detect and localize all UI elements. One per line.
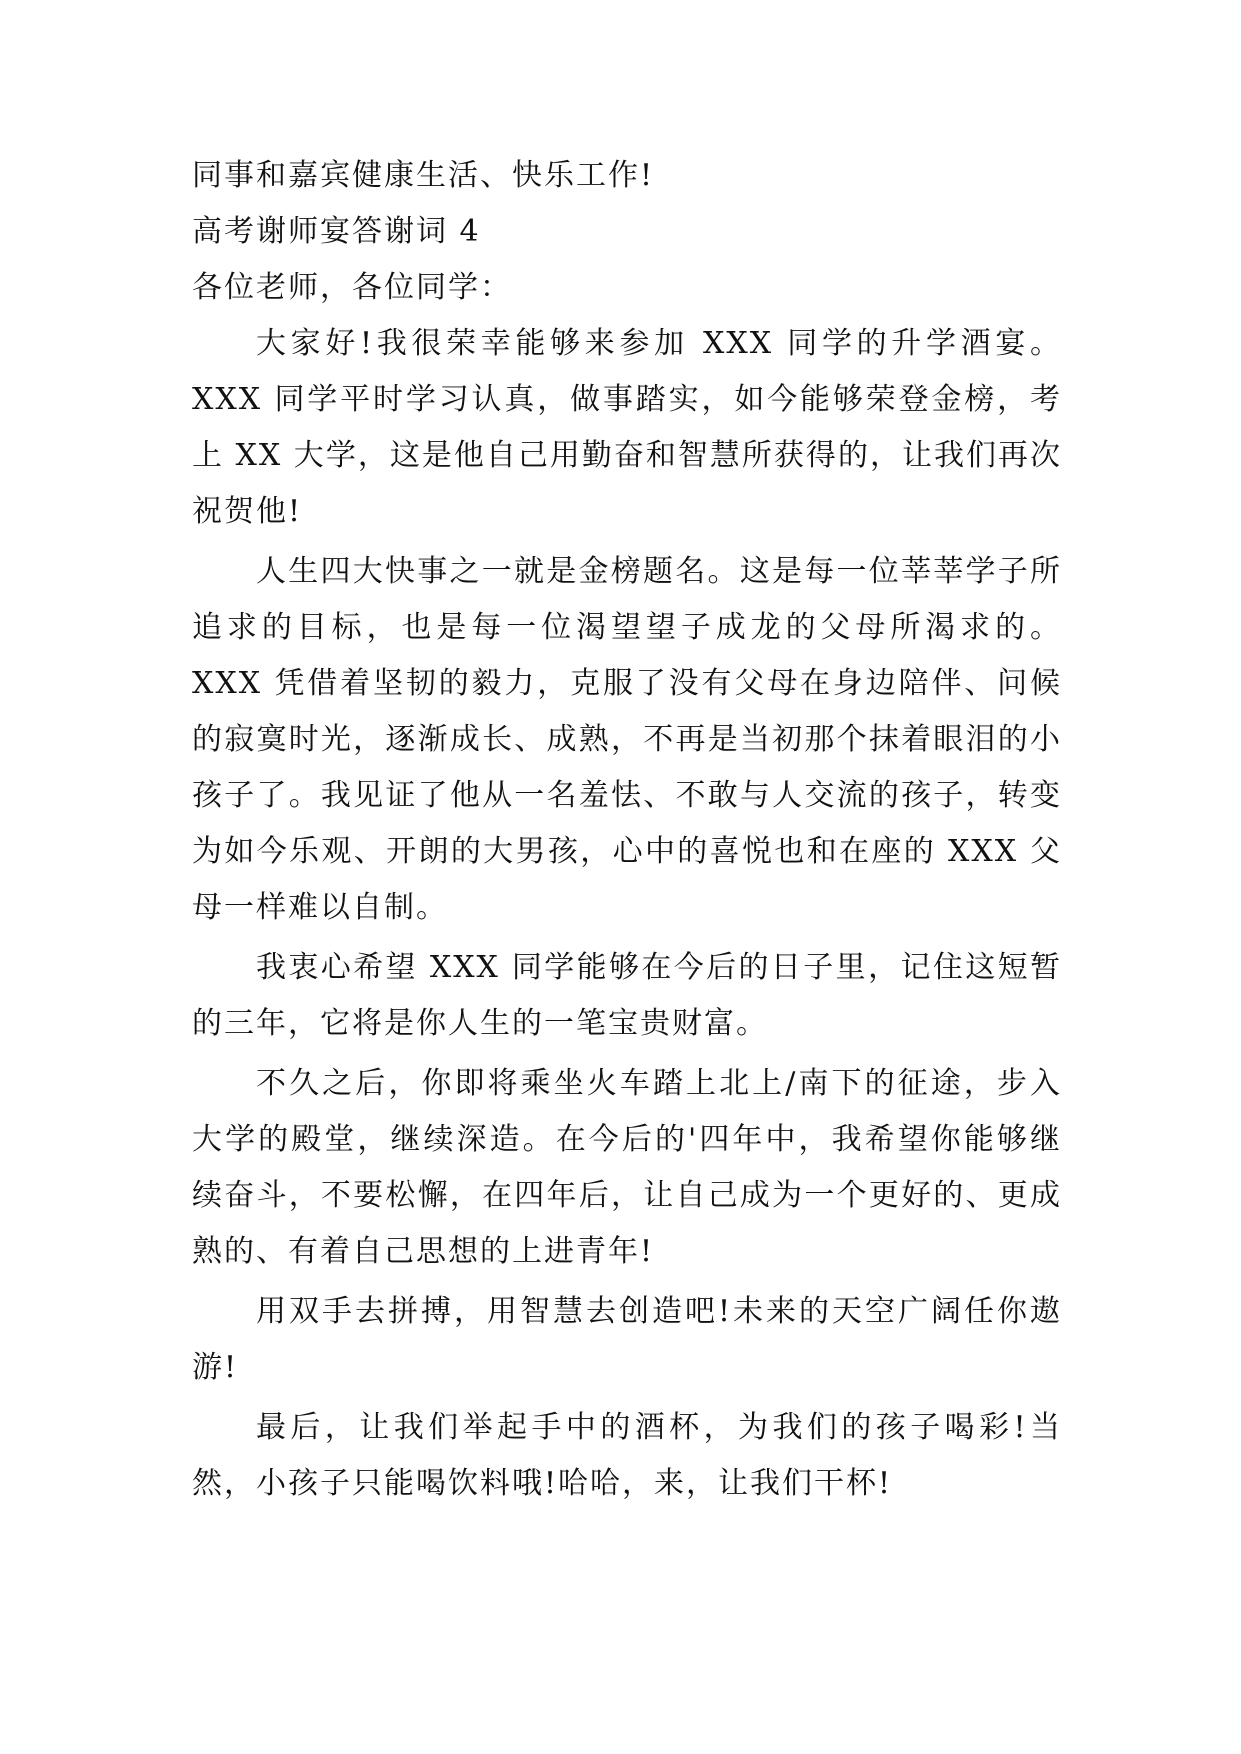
continuation-line: 同事和嘉宾健康生活、快乐工作! xyxy=(192,158,655,193)
paragraph-6: 最后，让我们举起手中的酒杯，为我们的孩子喝彩!当然，小孩子只能喝饮料哦!哈哈，来，让我们干杯! xyxy=(192,1410,1062,1501)
document-page xyxy=(192,148,1062,1516)
paragraph-1: 大家好!我很荣幸能够来参加 XXX 同学的升学酒宴。XXX 同学平时学习认真，做事踏实，如今能够荣登金榜，考上 XX 大学，这是他自己用勤奋和智慧所获得的，让我们再次祝贺他! xyxy=(192,326,1062,529)
paragraph-3: 我衷心希望 XXX 同学能够在今后的日子里，记住这短暂的三年，它将是你人生的一笔宝贵财富。 xyxy=(192,950,1062,1041)
document-title: 高考谢师宴答谢词 4 xyxy=(192,214,481,249)
paragraph-5: 用双手去拼搏，用智慧去创造吧!未来的天空广阔任你遨游! xyxy=(192,1294,1062,1385)
paragraph-4: 不久之后，你即将乘坐火车踏上北上/南下的征途，步入大学的殿堂，继续深造。在今后的'四年中，我希望你能够继续奋斗，不要松懈，在四年后，让自己成为一个更好的、更成熟的、有着自己思想的上进青年! xyxy=(192,1066,1062,1269)
paragraph-2: 人生四大快事之一就是金榜题名。这是每一位莘莘学子所追求的目标，也是每一位渴望望子成龙的父母所渴求的。XXX 凭借着坚韧的毅力，克服了没有父母在身边陪伴、问候的寂寞时光，逐渐成长、成熟，不再是当初那个抹着眼泪的小孩子了。我见证了他从一名羞怯、不敢与人交流的孩子，转变为如今乐观、开朗的大男孩，心中的喜悦也和在座的 XXX 父母一样难以自制。 xyxy=(192,554,1062,925)
salutation: 各位老师，各位同学： xyxy=(192,270,512,305)
